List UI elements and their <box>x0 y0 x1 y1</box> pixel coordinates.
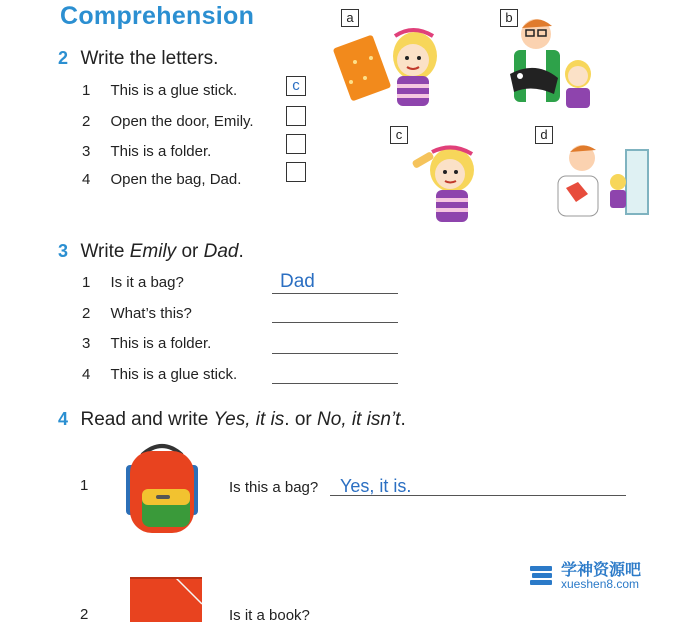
answer-box[interactable] <box>286 106 306 126</box>
page-title: Comprehension <box>60 2 255 30</box>
heading-emphasis: Yes, it is <box>213 409 285 430</box>
answer-line[interactable] <box>272 322 398 323</box>
section-number: 2 <box>58 48 69 68</box>
heading-text: or <box>176 241 204 262</box>
heading-text: Read and write <box>80 409 214 430</box>
item-number: 1 <box>82 82 91 99</box>
heading-text: . <box>400 409 406 430</box>
question-text: Is it a book? <box>229 607 310 624</box>
picture-label-c: c <box>390 126 408 144</box>
answer-box[interactable]: c <box>286 76 306 96</box>
item-text: Open the door, Emily. <box>110 113 254 130</box>
watermark-url: xueshen8.com <box>561 577 640 591</box>
section-title <box>80 241 243 262</box>
answer-text: Yes, it is. <box>340 476 412 496</box>
list-item <box>82 335 211 353</box>
dad-and-girl-illustration <box>496 12 604 112</box>
section-4-heading <box>58 409 406 431</box>
list-item <box>82 305 192 323</box>
list-item <box>82 274 184 292</box>
list-item <box>82 82 237 100</box>
watermark-title: 学神资源吧 <box>561 562 642 579</box>
answer-line[interactable] <box>272 353 398 354</box>
item-text: This is a folder. <box>110 143 212 160</box>
book-illustration <box>126 574 206 622</box>
item-number: 1 <box>80 477 89 494</box>
item-text: This is a glue stick. <box>110 366 238 383</box>
item-number: 4 <box>82 171 91 188</box>
item-number: 3 <box>82 143 91 160</box>
list-item <box>82 171 241 189</box>
heading-text: Write <box>80 241 130 262</box>
item-number: 2 <box>82 113 91 130</box>
heading-text: . or <box>284 409 318 430</box>
question-text: Is this a bag? <box>229 479 319 496</box>
answer-line[interactable] <box>272 293 398 294</box>
answer-box[interactable] <box>286 162 306 182</box>
heading-emphasis: Dad <box>203 241 239 262</box>
heading-text: . <box>238 241 244 262</box>
girl-with-folder-illustration <box>333 22 443 114</box>
item-number: 3 <box>82 335 91 352</box>
item-text: This is a glue stick. <box>110 82 238 99</box>
item-text: This is a folder. <box>110 335 212 352</box>
picture-label-a: a <box>341 9 359 27</box>
section-title: Write the letters. <box>80 48 219 69</box>
heading-emphasis: No, it isn’t <box>317 409 401 430</box>
picture-label-b: b <box>500 9 518 27</box>
list-item <box>82 113 254 131</box>
list-item <box>82 366 237 384</box>
answer-line[interactable] <box>272 383 398 384</box>
answer-text: Dad <box>280 271 315 292</box>
books-logo-icon <box>528 562 554 586</box>
dad-at-door-illustration <box>548 142 652 226</box>
answer-line[interactable] <box>330 495 626 496</box>
item-text: Is it a bag? <box>110 274 184 291</box>
girl-with-glue-stick-illustration <box>402 142 482 226</box>
list-item <box>82 143 211 161</box>
answer-box[interactable] <box>286 134 306 154</box>
backpack-illustration <box>120 441 204 537</box>
item-number: 2 <box>80 606 89 623</box>
picture-label-d: d <box>535 126 553 144</box>
section-number: 4 <box>58 409 69 429</box>
item-text: Open the bag, Dad. <box>110 171 242 188</box>
section-2-heading <box>58 48 218 70</box>
item-text: What’s this? <box>110 305 192 322</box>
heading-emphasis: Emily <box>129 241 177 262</box>
section-title <box>80 409 405 430</box>
item-number: 1 <box>82 274 91 291</box>
item-number: 2 <box>82 305 91 322</box>
section-number: 3 <box>58 241 69 261</box>
item-number: 4 <box>82 366 91 383</box>
section-3-heading <box>58 241 244 263</box>
